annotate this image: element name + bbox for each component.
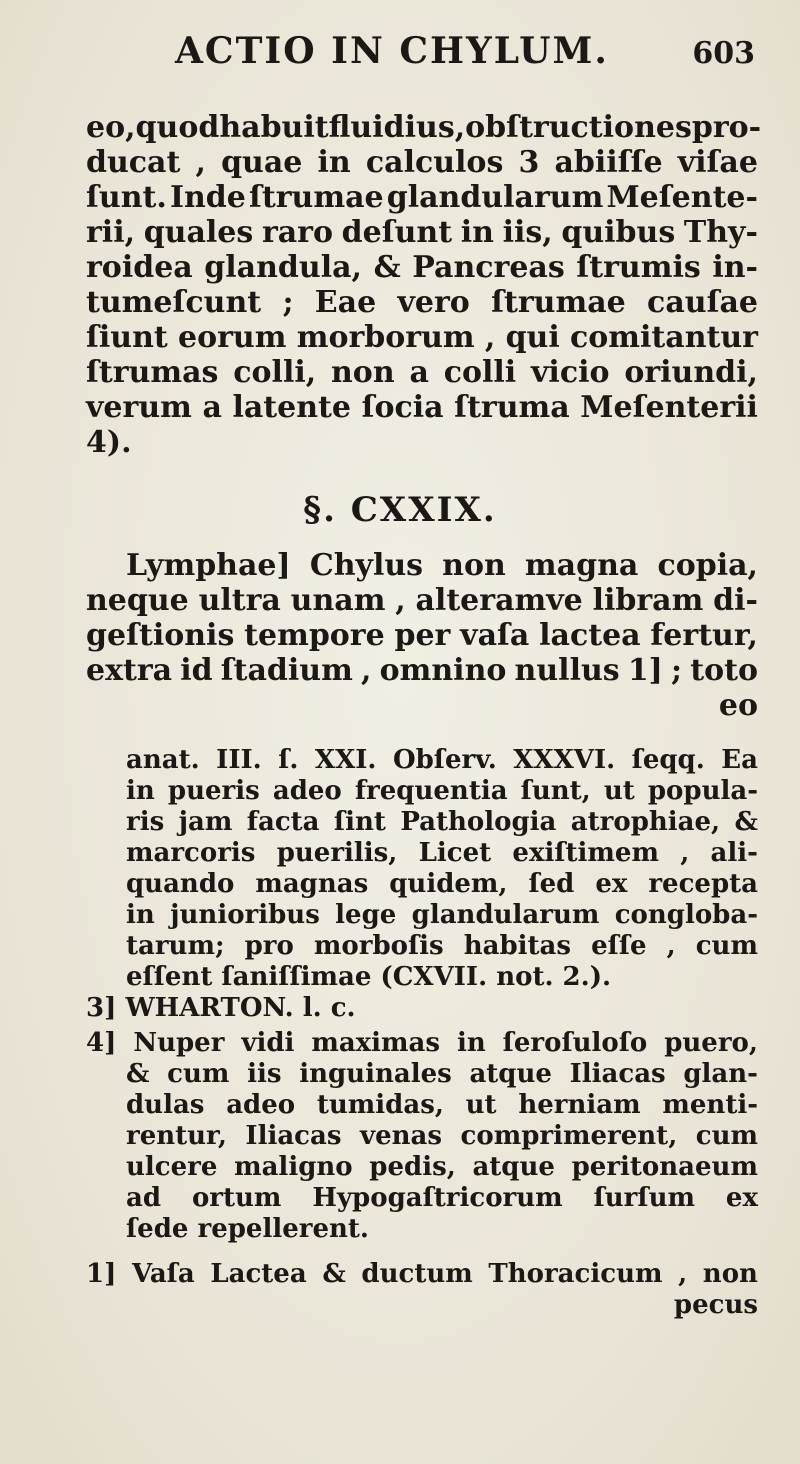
note-line: marcoris puerilis, Licet exiſtimem , ali- — [126, 838, 758, 868]
text-line: geſtionis tempore per vaſa lactea fertur, — [86, 618, 758, 653]
footnote-continuation — [86, 745, 758, 993]
catchword-line: eo — [718, 688, 758, 723]
text-line: verum a latente ſocia ſtruma Meſenterii — [86, 390, 758, 425]
text-line: Lymphae] Chylus non magna copia, — [126, 548, 758, 583]
note-line: in junioribus lege glandularum congloba- — [126, 900, 758, 930]
footnote-1 — [86, 1259, 758, 1321]
footnote-4 — [86, 1028, 758, 1245]
text-line: ſunt. Inde ſtrumae glandularum Meſente- — [86, 180, 758, 215]
note-line: dulas adeo tumidas, ut herniam menti- — [126, 1090, 758, 1120]
note-line: ulcere maligno pedis, atque peritonaeum — [126, 1152, 758, 1182]
note-line: tarum; pro morboſis habitas eſſe , cum — [126, 931, 758, 961]
note-line: 3] WHARTON. l. c. — [86, 993, 356, 1023]
text-line: ſtrumas colli, non a colli vicio oriundi, — [86, 355, 758, 390]
footnote-3 — [86, 993, 758, 1024]
note-line: & cum iis inguinales atque Iliacas glan- — [126, 1059, 758, 1089]
paragraph-lymphae — [86, 548, 758, 723]
note-line: eſſent ſaniſſimae (CXVII. not. 2.). — [126, 962, 612, 992]
note-line: in pueris adeo frequentia ſunt, ut popula- — [126, 776, 758, 806]
text-line: tumeſcunt ; Eae vero ſtrumae cauſae — [86, 285, 758, 320]
text-line: 4). — [86, 425, 132, 460]
note-line: quando magnas quidem, ſed ex recepta — [126, 869, 758, 899]
page-header — [175, 30, 755, 86]
note-line: ad ortum Hypogaſtricorum ſurſum ex — [126, 1183, 758, 1213]
text-line: eo, quod habuit fluidius, obſtructiones pro- — [86, 110, 762, 145]
text-line: roidea glandula, & Pancreas ſtrumis in- — [86, 250, 758, 285]
catchword: pecus — [673, 1290, 758, 1320]
note-line: anat. III. ſ. XXI. Obſerv. XXXVI. ſeqq. Ea — [126, 745, 758, 775]
running-head: ACTIO IN CHYLUM. — [175, 30, 609, 72]
note-line: rentur, Iliacas venas comprimerent, cum — [126, 1121, 758, 1151]
note-line: 4] Nuper vidi maximas in ſeroſuloſo puero, — [86, 1028, 758, 1058]
page-number: 603 — [692, 36, 755, 71]
text-line: ducat , quae in calculos 3 abiiſſe viſae — [86, 145, 758, 180]
note-line: 1] Vaſa Lactea & ductum Thoracicum , non — [86, 1259, 758, 1289]
note-line: ris jam facta ſint Pathologia atrophiae, & — [126, 807, 758, 837]
section-heading: §. CXXIX. — [303, 490, 497, 530]
footnotes — [86, 745, 758, 1321]
paragraph-continuation — [86, 110, 762, 460]
note-line: ſede repellerent. — [126, 1214, 369, 1244]
text-line: ſiunt eorum morborum , qui comitantur — [86, 320, 758, 355]
text-line: extra id ſtadium , omnino nullus 1] ; toto — [86, 653, 758, 688]
text-line: rii, quales raro deſunt in iis, quibus Thy- — [86, 215, 758, 250]
text-line: neque ultra unam , alteramve libram di- — [86, 583, 758, 618]
